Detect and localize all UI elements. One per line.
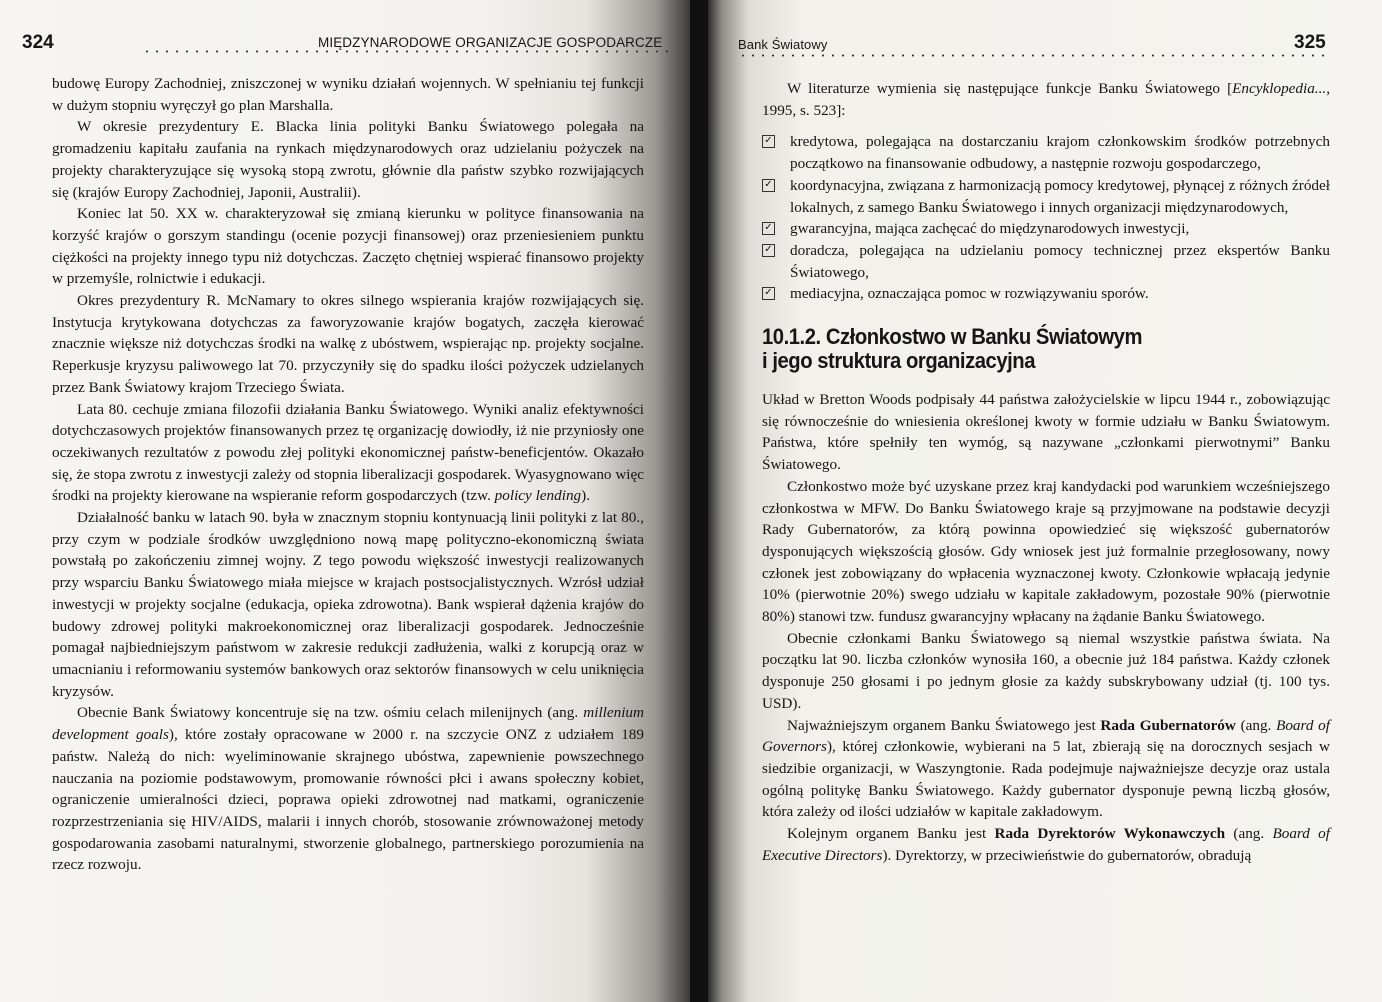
list-item-text: koordynacyjna, związana z harmonizacją pomocy kredytowej, płynącej z różnych źródeł lokalnych, z samego Banku Światowego i innych organizacji międzynarodowych, [790, 176, 1330, 216]
paragraph: W okresie prezydentury E. Blacka linia polityki Banku Światowego polegała na gromadzeniu kapitału zaufania na rynkach międzynarodowych oraz udzielaniu pożyczek na projekty charakteryzujące się wysoką stopą zwrotu, głównie dla państw szybko rozwijających się (krajów Europy Zachodniej, Japonii, Australii). [52, 118, 644, 201]
book-gutter [690, 0, 708, 1002]
dotted-rule-left [142, 50, 670, 53]
list-item [762, 175, 1330, 218]
bold-term: Rada Dyrektorów Wykonawczych [994, 825, 1226, 843]
italic-term: Board of Executive Directors [762, 825, 1330, 864]
functions-list [762, 131, 1330, 305]
dotted-rule-right [738, 54, 1328, 57]
running-head-right: Bank Światowy [738, 37, 828, 52]
paragraph: Układ w Bretton Woods podpisały 44 państwa założycielskie w lipcu 1944 r., zobowiązując się równocześnie do wniesienia określonej kwoty w formie udziału w Banku Światowym. Państwa, które spełniły ten wymóg, są nazywane „członkami pierwotnymi” Banku Światowego. [762, 391, 1330, 474]
paragraph-text: ). [581, 487, 590, 505]
checkbox-icon: ✓ [762, 222, 775, 235]
left-body-text [52, 73, 644, 876]
italic-term: millenium development goals [52, 704, 644, 744]
paragraph-text: ), które zostały opracowane w 2000 r. na szczycie ONZ z udziałem 189 państw. Należą do nich: wyeliminowanie skrajnego ubóstwa, zapewnienie powszechnego nauczania na poziomie podstawowym, promowanie równości płci i awans społeczny kobiet, ograniczenie umieralności dzieci, poprawa opieki zdrowotnej nad matkami, ograniczenie rozprzestrzeniania się HIV/AIDS, malarii i innych chorób, stosowanie zrównoważonej metody gospodarowania zasobami naturalnymi, stworzenie globalnego, partnerskiego porozumienia na rzecz rozwoju. [52, 726, 644, 874]
italic-citation: Encyklopedia... [1232, 80, 1327, 97]
italic-term: Board of Governors [762, 716, 1330, 756]
italic-term: policy lending [494, 487, 582, 505]
paragraph [52, 399, 644, 508]
checkbox-icon: ✓ [762, 179, 775, 192]
paragraph: Działalność banku w latach 90. była w znacznym stopniu kontynuacją linii polityki z lat 80., przy czym w podziale środków uwzględniono nową mapę polityczno-ekonomiczną świata powstałą po zakończeniu zimnej wojny. Z tego powodu większość inwestycji realizowanych przy wsparciu Banku Światowego miała miejsce w krajach postsocjalistycznych. Wzrósł udział inwestycji w projekty socjalne (edukacja, opieka zdrowotna). Bank wspierał dążenia krajów do budowy zdrowej polityki makroekonomicznej oraz liberalizacji gospodarek. Jednocześnie pomagał najbiedniejszym państwom w zakresie redukcji zadłużenia, walki z korupcją oraz w umacnianiu i reformowaniu systemów bankowych oraz sektorów finansowych w celu uniknięcia kryzysów. [52, 509, 644, 700]
page-number-left: 324 [22, 32, 54, 53]
paragraph [762, 715, 1330, 824]
paragraph-text: ). Dyrektorzy, w przeciwieństwie do gubernatorów, obradują [882, 846, 1252, 864]
checkbox-icon: ✓ [762, 244, 775, 257]
paragraph-text: (ang. [1235, 716, 1277, 734]
list-item [762, 283, 1330, 305]
paragraph-text: ), której członkowie, wybierani na 5 lat, zbierają się na dorocznych sesjach w siedzibie organizacji, w Waszyngtonie. Rada podejmuje najważniejsze decyzje oraz ustala ogólną politykę Banku Światowego. Każdy gubernator dysponuje pewną liczbą głosów, która zależy od ilości udziałów w kapitale zakładowym. [762, 738, 1330, 821]
paragraph: Koniec lat 50. XX w. charakteryzował się zmianą kierunku w polityce finansowania na korzyść krajów o gorszym standingu (ocenie pozycji finansowej) oraz przeniesieniem punktu ciężkości na projekty innego typu niż dotychczas. Zaczęto chętniej wspierać finansowo projekty w przemyśle, rolnictwie i edukacji. [52, 205, 644, 288]
paragraph: Okres prezydentury R. McNamary to okres silnego wspierania krajów rozwijających się. Instytucja krytykowana dotychczas za faworyzowanie krajów bogatych, zaczęła kierować znacznie większe niż dotychczas środki na walkę z ubóstwem, wspierając np. projekty socjalne. Reperkusje kryzysu paliwowego lat 70. przyczyniły się do spadku ilości pożyczek udzielanych przez Bank Światowy krajom Trzeciego Świata. [52, 292, 644, 396]
page-number-right: 325 [1294, 32, 1326, 53]
paragraph: Członkostwo może być uzyskane przez kraj kandydacki pod warunkiem wcześniejszego członkostwa w MFW. Do Banku Światowego kraje są przyjmowane na podstawie decyzji Rady Gubernatorów, za którą powinna opowiedzieć się większość gubernatorów dysponujących większością głosów. Gdy wniosek jest już formalnie przegłosowany, nowy członek jest zobowiązany do wpłacenia wyznaczonej kwoty. Członkowie wpłacają jedynie 10% (pierwotnie 20%) swego udziału w kapitale zakładowym, pozostałe 90% (pierwotnie 80%) stanowi tzw. fundusz gwarancyjny wpłacany na żądanie Banku Światowego. [762, 477, 1330, 626]
list-item [762, 240, 1330, 283]
paragraph [762, 823, 1330, 866]
paragraph: budowę Europy Zachodniej, zniszczonej w wyniku działań wojennych. W spełnianiu tej funkcji w dużym stopniu wyręczył go plan Marshalla. [52, 75, 644, 114]
intro-paragraph [762, 78, 1330, 121]
right-page [708, 0, 1382, 1002]
list-item-text: mediacyjna, oznaczająca pomoc w rozwiązywaniu sporów. [790, 285, 1149, 303]
checkbox-icon: ✓ [762, 287, 775, 300]
section-heading [762, 325, 1240, 373]
paragraph: Obecnie członkami Banku Światowego są niemal wszystkie państwa świata. Na początku lat 90. liczba członków wynosiła 160, a obecnie już 184 państwa. Każdy członek dysponuje 250 głosami i po jednym głosie za każdy subskrybowany udział (tj. 100 tys. USD). [762, 629, 1330, 712]
heading-line-1: 10.1.2. Członkostwo w Banku Światowym [762, 324, 1143, 350]
left-page [0, 0, 690, 1002]
paragraph [52, 702, 644, 876]
paragraph-text: (ang. [1225, 825, 1273, 843]
list-item [762, 131, 1330, 174]
right-body-text [762, 78, 1330, 867]
checkbox-icon: ✓ [762, 135, 775, 148]
paragraph-text: Obecnie Bank Światowy koncentruje się na tzw. ośmiu celach milenijnych (ang. [77, 704, 584, 722]
list-item-text: kredytowa, polegająca na dostarczaniu krajom członkowskim środków potrzebnych początkowo na finansowanie odbudowy, a następnie rozwoju gospodarczego, [790, 133, 1330, 173]
list-item [762, 218, 1330, 240]
paragraph-text: Kolejnym organem Banku jest [787, 825, 995, 843]
running-head-left: MIĘDZYNARODOWE ORGANIZACJE GOSPODARCZE [318, 35, 663, 50]
bold-term: Rada Gubernatorów [1100, 716, 1236, 734]
list-item-text: doradcza, polegająca na udzielaniu pomocy technicznej przez ekspertów Banku Światowego, [790, 241, 1330, 281]
paragraph-text: W literaturze wymienia się następujące funkcje Banku Światowego [ [787, 80, 1233, 97]
paragraph-text: , 1995, s. 523]: [762, 80, 1330, 119]
list-item-text: gwarancyjna, mająca zachęcać do międzynarodowych inwestycji, [790, 220, 1190, 238]
paragraph-text: Lata 80. cechuje zmiana filozofii działania Banku Światowego. Wyniki analiz efektywności dotychczasowych projektów finansowanych przez tę organizację dowiodły, iż nie przyniosły one oczekiwanych rezultatów z powodu złej polityki ekonomicznej państw-beneficjentów. Okazało się, że stopa zwrotu z inwestycji zależy od stopnia liberalizacji gospodarek. Wyasygnowano więc środki na projekty kierowane na wspieranie reform gospodarczych (tzw. [52, 400, 644, 505]
paragraph-text: Najważniejszym organem Banku Światowego jest [787, 716, 1101, 734]
heading-line-2: i jego struktura organizacyjna [762, 348, 1036, 374]
